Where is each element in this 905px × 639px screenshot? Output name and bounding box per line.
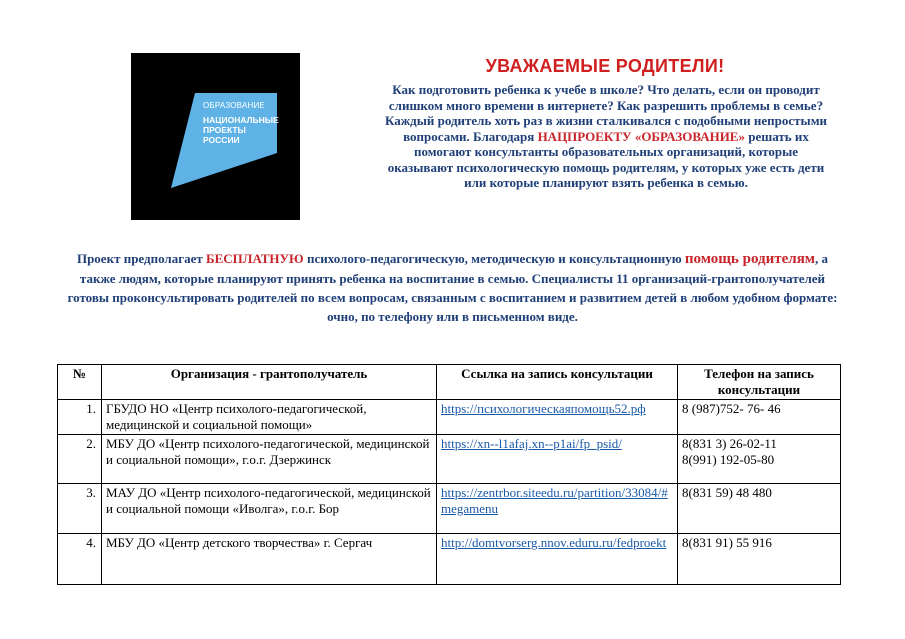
phone-number: 8(831 3) 26-02-11 [682, 436, 777, 451]
intro-paragraph [380, 82, 832, 191]
organizations-table [57, 364, 841, 585]
table-row [58, 435, 841, 484]
intro-text-end: решать их помогают консультанты образовательных организаций, которые оказывают психологическую помощь родителям, у которых уже есть дети или которые планируют взять ребенка в семью. [387, 128, 825, 190]
logo-text [203, 115, 283, 145]
consultation-link[interactable]: https://zentrbor.siteedu.ru/partition/33084/#megamenu [441, 485, 668, 516]
row-org: МБУ ДО «Центр детского творчества» г. Сергач [102, 534, 437, 585]
phone-number: 8(831 91) 55 916 [682, 535, 772, 550]
table-row [58, 534, 841, 585]
row-phone [678, 400, 841, 435]
row-phone [678, 435, 841, 484]
page-title: УВАЖАЕМЫЕ РОДИТЕЛИ! [485, 56, 725, 76]
consultation-link[interactable]: https://психологическаяпомощь52.рф [441, 401, 646, 416]
free-highlight: БЕСПЛАТНУЮ [206, 251, 304, 266]
header-phone: Телефон на запись консультации [678, 365, 841, 400]
project-text: психолого-педагогическую, методическую и консультационную [303, 251, 685, 266]
phone-number: 8(991) 192-05-80 [682, 452, 775, 467]
row-link-cell [437, 484, 678, 534]
phone-number: 8(831 59) 48 480 [682, 485, 772, 500]
header-num: № [58, 365, 102, 400]
row-link-cell [437, 435, 678, 484]
help-highlight: помощь родителям [684, 251, 816, 267]
row-link-cell [437, 534, 678, 585]
logo-caption: ОБРАЗОВАНИЕ [203, 101, 265, 110]
row-num: 2. [58, 435, 102, 484]
header-link: Ссылка на запись консультации [437, 365, 678, 400]
row-num: 1. [58, 400, 102, 435]
row-phone [678, 534, 841, 585]
logo-line: РОССИИ [203, 135, 240, 145]
logo-line: НАЦИОНАЛЬНЫЕ [203, 115, 279, 125]
intro-highlight: НАЦПРОЕКТУ «ОБРАЗОВАНИЕ» [537, 128, 745, 144]
row-phone [678, 484, 841, 534]
row-link-cell [437, 400, 678, 435]
row-org: МАУ ДО «Центр психолого-педагогической, медицинской и социальной помощи «Иволга», г.о.г. Бор [102, 484, 437, 534]
table-header-row [58, 365, 841, 400]
logo-line: ПРОЕКТЫ [203, 125, 246, 135]
row-num: 4. [58, 534, 102, 585]
project-paragraph [60, 249, 845, 326]
table-row [58, 484, 841, 534]
intro-text: Как подготовить ребенка к учебе в школе? Что делать, если он проводит слишком много времени в интернете? Как разрешить проблемы в семье? Каждый родитель хоть раз в жизни сталкивался с подобными непростыми вопросами. Благодаря [384, 82, 828, 144]
row-org: ГБУДО НО «Центр психолого-педагогической, медицинской и социальной помощи» [102, 400, 437, 435]
consultation-link[interactable]: http://domtvorserg.nnov.eduru.ru/fedproekt [441, 535, 667, 550]
row-org: МБУ ДО «Центр психолого-педагогической, медицинской и социальной помощи», г.о.г. Дзержинск [102, 435, 437, 484]
table-row [58, 400, 841, 435]
row-num: 3. [58, 484, 102, 534]
national-projects-logo [131, 53, 300, 220]
header-org: Организация - грантополучатель [102, 365, 437, 400]
project-text: Проект предполагает [76, 251, 207, 266]
project-text: , а также людям, которые планируют принять ребенка на воспитание в семью. Специалисты 11 организаций-грантополучателей готовы проконсультировать родителей по всем вопросам, связанным с воспитанием и развитием детей в любом удобном формате: очно, по телефону или в письменном виде. [67, 251, 838, 324]
consultation-link[interactable]: https://xn--l1afaj.xn--p1ai/fp_psid/ [441, 436, 622, 451]
phone-number: 8 (987)752- 76- 46 [682, 401, 781, 416]
